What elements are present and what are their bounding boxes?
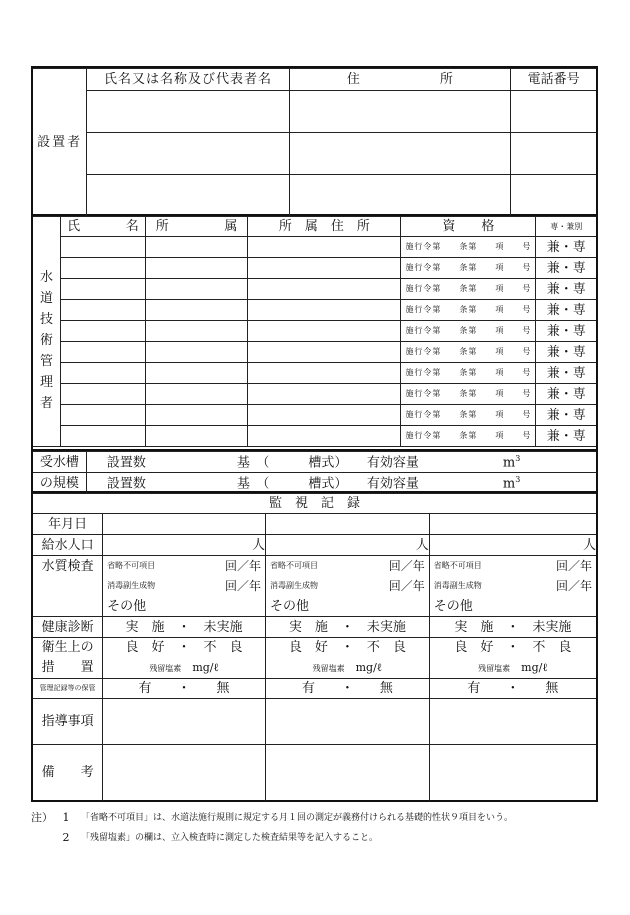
- installer-address-cell[interactable]: [289, 91, 511, 133]
- monitor-date-cell[interactable]: [103, 514, 266, 535]
- manager-type-cell[interactable]: 兼・専: [536, 258, 596, 279]
- manager-label-char: 管: [40, 354, 54, 369]
- manager-aff-cell[interactable]: [145, 426, 248, 447]
- monitor-population-cell[interactable]: 人: [429, 535, 596, 556]
- qual-template: 施行令第 条第 項 号: [405, 263, 532, 272]
- footnote-number: 2: [62, 831, 70, 844]
- chlorine-label: 残留塩素: [478, 664, 511, 673]
- footnote-prefix: 注）: [31, 811, 53, 824]
- manager-name-cell[interactable]: [61, 426, 146, 447]
- manager-name-cell[interactable]: [61, 300, 146, 321]
- installer-address-cell[interactable]: [289, 175, 511, 217]
- wq-freq: 回／年: [388, 559, 425, 573]
- monitor-guidance-label: 指導事項: [33, 699, 103, 745]
- manager-aff-cell[interactable]: [145, 300, 248, 321]
- tank-unit: m: [502, 455, 516, 471]
- manager-label-char: 水: [40, 270, 54, 285]
- monitor-population-cell[interactable]: 人: [103, 535, 266, 556]
- manager-aff-address-cell[interactable]: [248, 258, 401, 279]
- manager-aff-cell[interactable]: [145, 321, 248, 342]
- tank-row-text: 設置数 基 （ 槽式） 有効容量: [106, 455, 419, 471]
- manager-qual-cell[interactable]: [401, 384, 536, 405]
- manager-section: [33, 216, 596, 451]
- manager-label-char: 術: [40, 333, 54, 348]
- water-quality-cell[interactable]: [265, 556, 429, 617]
- qual-template: 施行令第 条第 項 号: [405, 347, 532, 356]
- manager-type-cell[interactable]: 兼・専: [536, 279, 596, 300]
- manager-type-cell[interactable]: 兼・専: [536, 426, 596, 447]
- chlorine-label: 残留塩素: [149, 664, 182, 673]
- installer-phone-cell[interactable]: [511, 175, 596, 217]
- remarks-cell[interactable]: [103, 745, 266, 801]
- footnote-text: 「残留塩素」の欄は、立入検査時に測定した検査結果等を記入すること。: [81, 833, 379, 843]
- monitor-title: 監 視 記 録: [33, 494, 596, 514]
- guidance-cell[interactable]: [429, 699, 596, 745]
- health-cell[interactable]: 実 施 ・ 未実施: [103, 617, 266, 638]
- manager-label-char: 技: [40, 312, 54, 327]
- installer-phone-cell[interactable]: [511, 91, 596, 133]
- water-quality-cell[interactable]: [429, 556, 596, 617]
- installer-phone-cell[interactable]: [511, 133, 596, 175]
- records-cell[interactable]: 有 ・ 無: [265, 679, 429, 699]
- manager-name-cell[interactable]: [61, 384, 146, 405]
- manager-aff-cell[interactable]: [145, 363, 248, 384]
- manager-qual-cell[interactable]: [401, 426, 536, 447]
- manager-label-char: 者: [40, 396, 54, 411]
- manager-type-cell[interactable]: 兼・専: [536, 237, 596, 258]
- wq-freq: 回／年: [555, 579, 592, 593]
- health-cell[interactable]: 実 施 ・ 未実施: [429, 617, 596, 638]
- tank-label-1: 受水槽: [33, 452, 86, 473]
- wq-item2: 消毒副生成物: [107, 581, 156, 590]
- remarks-cell[interactable]: [265, 745, 429, 801]
- wq-item2: 消毒副生成物: [269, 581, 318, 590]
- manager-qual-cell[interactable]: [401, 321, 536, 342]
- hygiene-label-1: 衛生上の: [41, 640, 94, 655]
- manager-label-char: 理: [40, 375, 54, 390]
- wq-other: その他: [269, 598, 309, 614]
- wq-item1: 省略不可項目: [107, 561, 156, 570]
- qual-template: 施行令第 条第 項 号: [405, 326, 532, 335]
- qual-template: 施行令第 条第 項 号: [405, 431, 532, 440]
- monitor-hygiene-label: [33, 638, 103, 679]
- manager-qual-cell[interactable]: [401, 279, 536, 300]
- manager-aff-address-cell[interactable]: [248, 279, 401, 300]
- manager-aff-address-cell[interactable]: [248, 384, 401, 405]
- installer-name-cell[interactable]: [87, 133, 289, 175]
- water-quality-cell[interactable]: [103, 556, 266, 617]
- installer-col-phone: 電話番号: [511, 69, 596, 91]
- installer-col-address: [289, 69, 511, 91]
- tank-label-2: の規模: [33, 473, 86, 494]
- wq-item1: 省略不可項目: [269, 561, 318, 570]
- wq-item2: 消毒副生成物: [433, 581, 482, 590]
- manager-col-name: [61, 217, 146, 237]
- manager-qual-cell[interactable]: [401, 363, 536, 384]
- records-cell[interactable]: 有 ・ 無: [429, 679, 596, 699]
- tank-row-2[interactable]: [86, 473, 596, 494]
- manager-qual-cell[interactable]: [401, 405, 536, 426]
- manager-aff-address-cell[interactable]: [248, 237, 401, 258]
- qual-template: 施行令第 条第 項 号: [405, 284, 532, 293]
- wq-item1: 省略不可項目: [433, 561, 482, 570]
- manager-type-cell[interactable]: 兼・専: [536, 384, 596, 405]
- manager-aff-address-cell[interactable]: [248, 405, 401, 426]
- installer-section: [33, 68, 596, 216]
- manager-aff-address-cell[interactable]: [248, 300, 401, 321]
- monitor-population-label: 給水人口: [33, 535, 103, 556]
- footnote-text: 「省略不可項目」は、水道法施行規則に規定する月１回の測定が義務付けられる基礎的性状９項目をいう。: [81, 813, 514, 823]
- manager-aff-address-cell[interactable]: [248, 321, 401, 342]
- footnote-2: [31, 828, 513, 848]
- manager-aff-cell[interactable]: [145, 279, 248, 300]
- manager-qual-cell[interactable]: [401, 237, 536, 258]
- qual-template: 施行令第 条第 項 号: [405, 242, 532, 251]
- monitor-date-cell[interactable]: [429, 514, 596, 535]
- wq-other: その他: [433, 598, 473, 614]
- manager-aff-cell[interactable]: [145, 342, 248, 363]
- monitor-records-label: 管理記録等の保管: [33, 679, 103, 699]
- monitor-date-label: 年月日: [33, 514, 103, 535]
- manager-aff-cell[interactable]: [145, 405, 248, 426]
- manager-aff-cell[interactable]: [145, 258, 248, 279]
- manager-label-char: 道: [40, 291, 54, 306]
- wq-other: その他: [107, 598, 147, 614]
- manager-name-cell[interactable]: [61, 363, 146, 384]
- qual-template: 施行令第 条第 項 号: [405, 410, 532, 419]
- installer-col-name: 氏名又は名称及び代表者名: [87, 69, 289, 91]
- wq-freq: 回／年: [388, 579, 425, 593]
- records-cell[interactable]: 有 ・ 無: [103, 679, 266, 699]
- monitor-section: [33, 493, 596, 798]
- manager-label: [33, 217, 61, 447]
- installer-name-cell[interactable]: [87, 91, 289, 133]
- tank-unit: m: [502, 476, 516, 492]
- manager-col-qualification: 資 格: [401, 217, 536, 237]
- manager-type-cell[interactable]: 兼・専: [536, 300, 596, 321]
- installer-name-cell[interactable]: [87, 175, 289, 217]
- manager-name-cell[interactable]: [61, 279, 146, 300]
- hygiene-value: 良 好 ・ 不 良: [454, 640, 572, 655]
- chlorine-label: 残留塩素: [312, 664, 345, 673]
- manager-col-affiliation: [145, 217, 248, 237]
- manager-aff-address-cell[interactable]: [248, 426, 401, 447]
- manager-aff-cell[interactable]: [145, 384, 248, 405]
- hygiene-value: 良 好 ・ 不 良: [288, 640, 406, 655]
- chlorine-unit: mg/ℓ: [521, 661, 548, 674]
- tank-unit-sup: 3: [515, 453, 521, 463]
- manager-qual-cell[interactable]: [401, 258, 536, 279]
- form-frame: [31, 66, 598, 802]
- qual-template: 施行令第 条第 項 号: [405, 368, 532, 377]
- manager-name-cell[interactable]: [61, 258, 146, 279]
- wq-freq: 回／年: [555, 559, 592, 573]
- footnote-number: 1: [62, 811, 70, 824]
- manager-qual-cell[interactable]: [401, 342, 536, 363]
- hygiene-cell[interactable]: [103, 638, 266, 679]
- guidance-cell[interactable]: [265, 699, 429, 745]
- qual-template: 施行令第 条第 項 号: [405, 389, 532, 398]
- wq-freq: 回／年: [224, 579, 261, 593]
- footnote-1: [31, 808, 513, 828]
- monitor-remarks-label: 備 考: [33, 745, 103, 801]
- manager-col-aff-2: 属: [224, 219, 238, 234]
- manager-type-cell[interactable]: 兼・専: [536, 363, 596, 384]
- chlorine-unit: mg/ℓ: [355, 661, 383, 674]
- hygiene-cell[interactable]: [265, 638, 429, 679]
- monitor-population-cell[interactable]: 人: [265, 535, 429, 556]
- monitor-health-label: 健康診断: [33, 617, 103, 638]
- footnotes: [31, 808, 513, 848]
- manager-type-cell[interactable]: 兼・専: [536, 405, 596, 426]
- manager-name-cell[interactable]: [61, 237, 146, 258]
- manager-col-name-2: 名: [125, 219, 139, 234]
- manager-aff-address-cell[interactable]: [248, 342, 401, 363]
- qual-template: 施行令第 条第 項 号: [405, 305, 532, 314]
- tank-row-text: 設置数 基 （ 槽式） 有効容量: [106, 476, 419, 492]
- manager-aff-cell[interactable]: [145, 237, 248, 258]
- manager-name-cell[interactable]: [61, 342, 146, 363]
- manager-col-aff-1: 所: [155, 219, 169, 234]
- wq-freq: 回／年: [224, 559, 261, 573]
- hygiene-label-2: 措 置: [41, 660, 94, 675]
- manager-type-cell[interactable]: 兼・専: [536, 321, 596, 342]
- installer-label: 設置者: [33, 69, 87, 217]
- tank-row-1[interactable]: [86, 452, 596, 473]
- manager-col-aff-address: 所 属 住 所: [248, 217, 401, 237]
- installer-col-address-2: 所: [439, 72, 453, 87]
- manager-aff-address-cell[interactable]: [248, 363, 401, 384]
- footnote-prefix: [31, 828, 51, 848]
- installer-address-cell[interactable]: [289, 133, 511, 175]
- manager-name-cell[interactable]: [61, 321, 146, 342]
- monitor-water-quality-label: 水質検査: [33, 556, 103, 617]
- hygiene-value: 良 好 ・ 不 良: [125, 640, 243, 655]
- manager-qual-cell[interactable]: [401, 300, 536, 321]
- manager-name-cell[interactable]: [61, 405, 146, 426]
- manager-type-cell[interactable]: 兼・専: [536, 342, 596, 363]
- tank-unit-sup: 3: [515, 474, 521, 484]
- remarks-cell[interactable]: [429, 745, 596, 801]
- manager-col-name-1: 氏: [67, 219, 81, 234]
- installer-col-address-1: 住: [346, 72, 360, 87]
- tank-section: [33, 451, 596, 493]
- health-cell[interactable]: 実 施 ・ 未実施: [265, 617, 429, 638]
- hygiene-cell[interactable]: [429, 638, 596, 679]
- guidance-cell[interactable]: [103, 699, 266, 745]
- monitor-date-cell[interactable]: [265, 514, 429, 535]
- chlorine-unit: mg/ℓ: [192, 661, 219, 674]
- manager-col-type: 専・兼別: [536, 217, 596, 237]
